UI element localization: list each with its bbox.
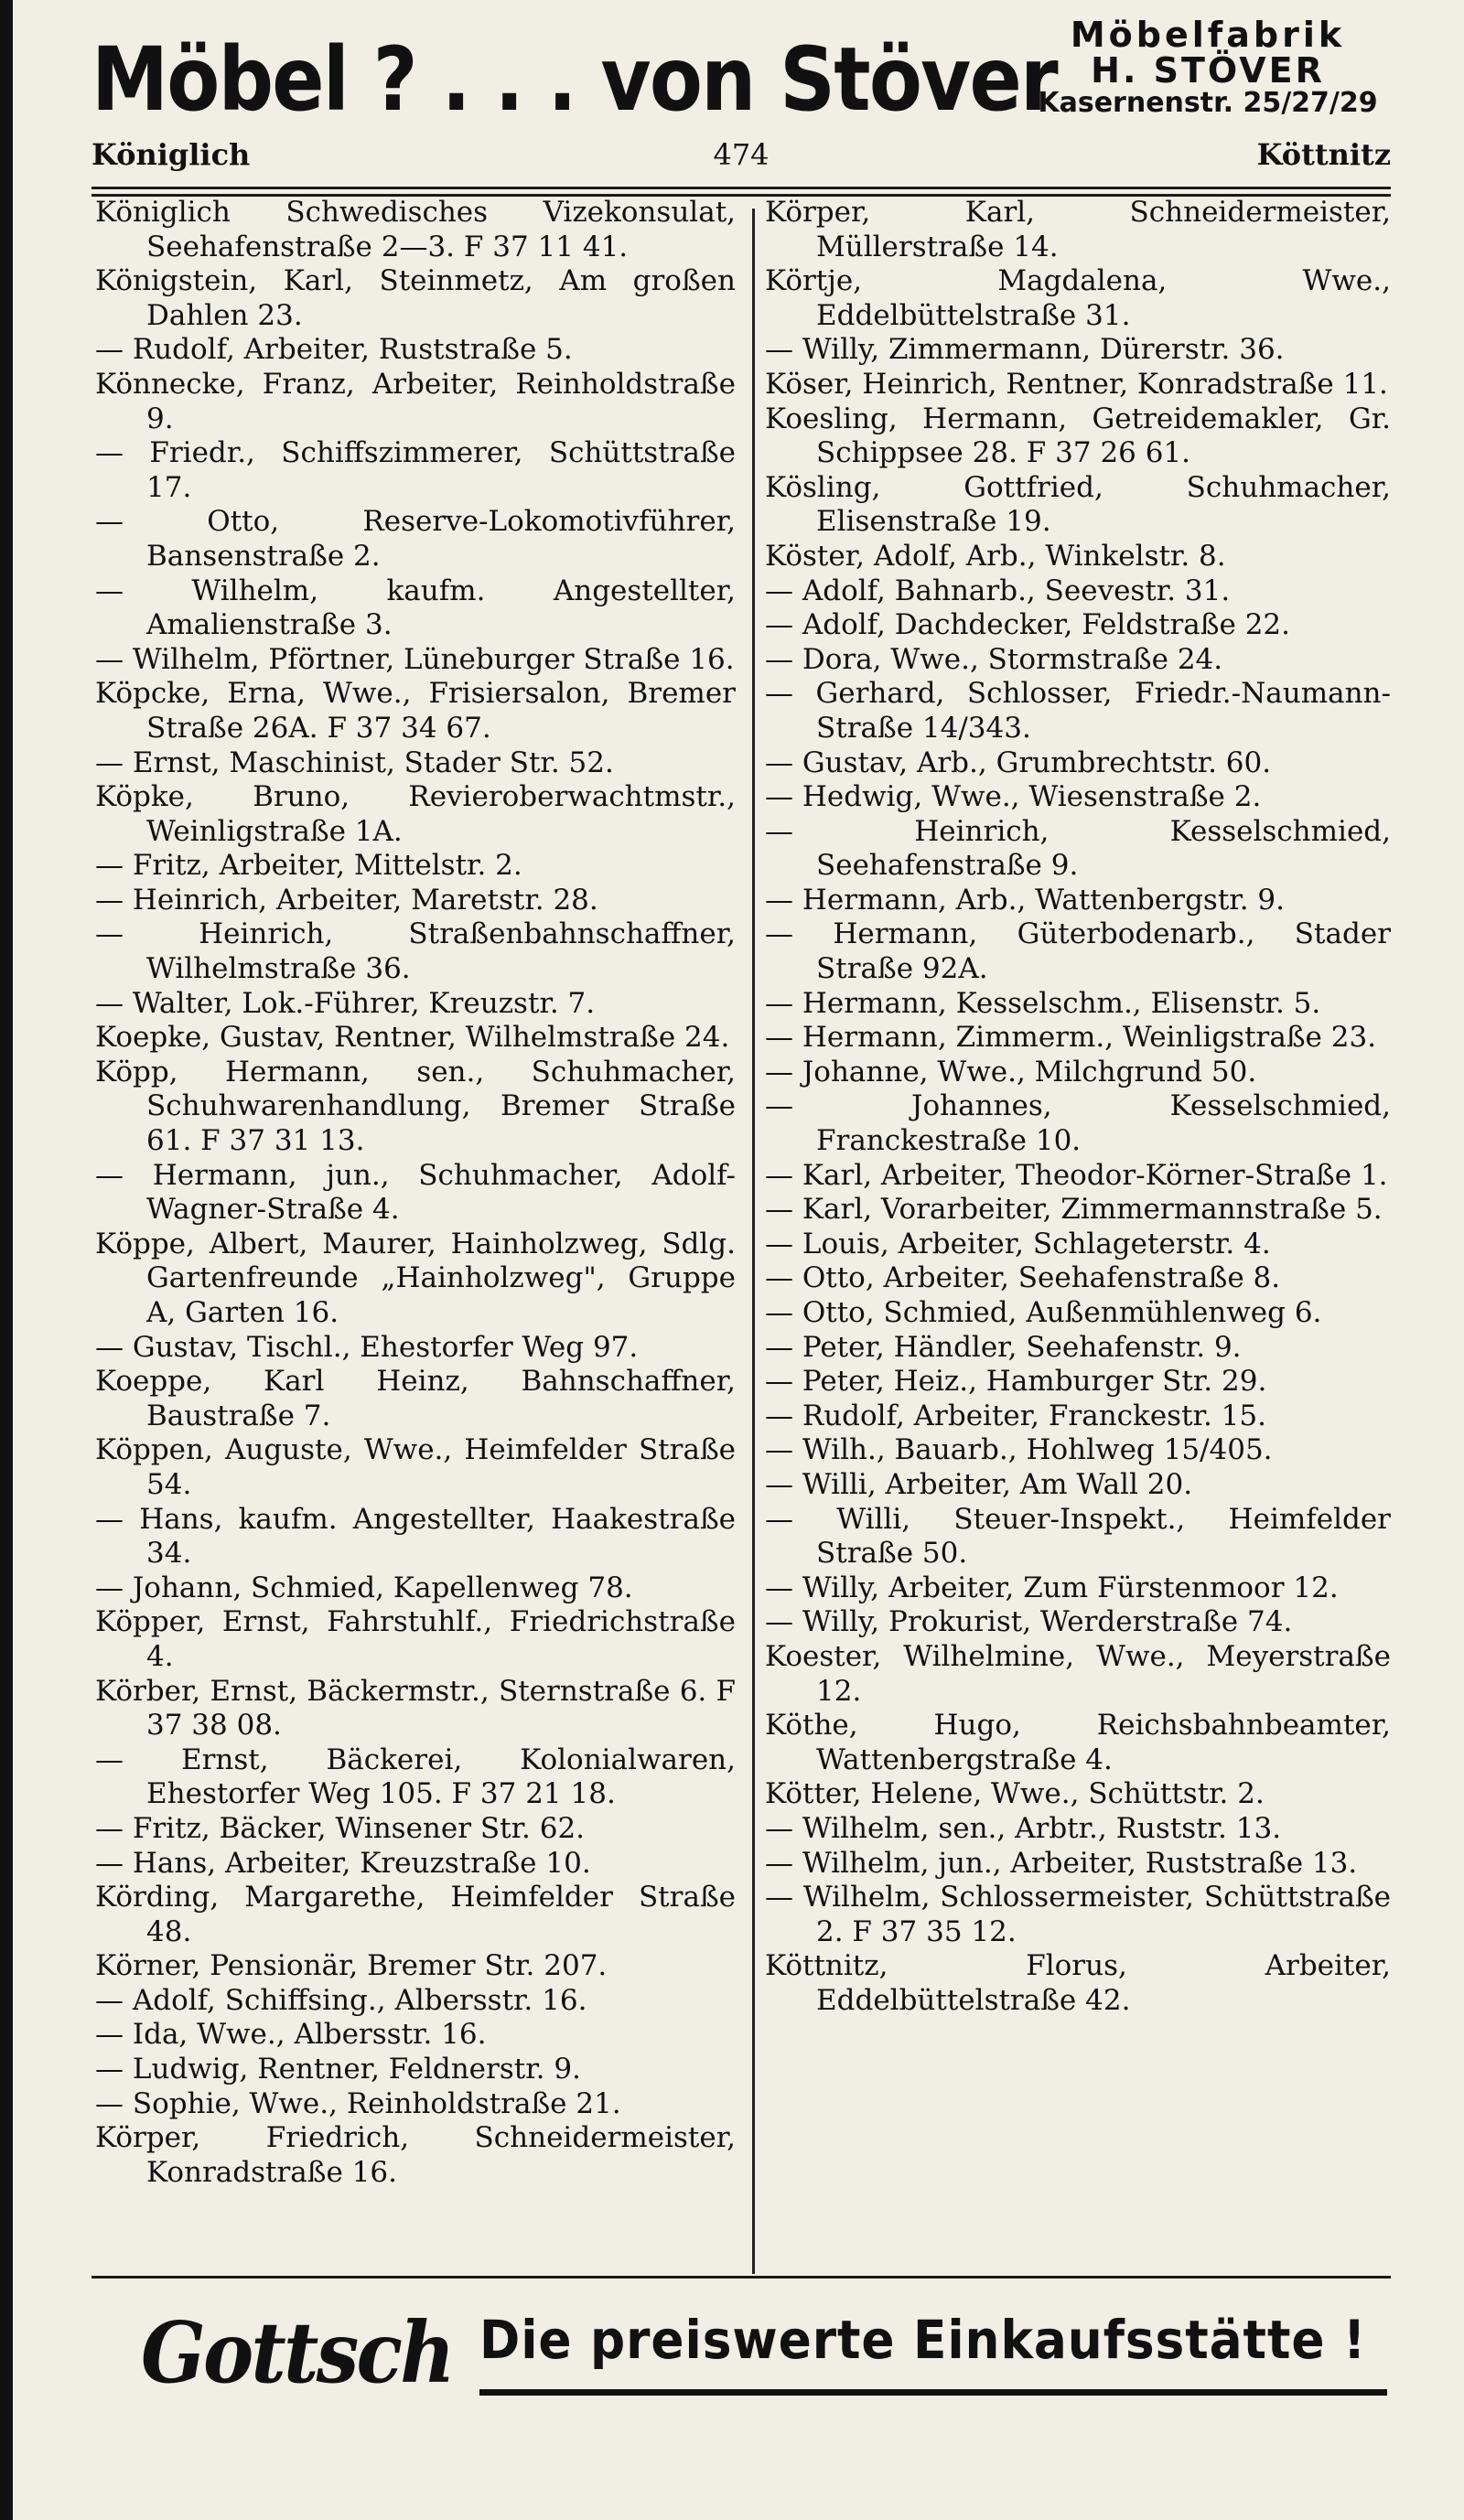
directory-entry: — Dora, Wwe., Stormstraße 24. — [765, 642, 1223, 676]
directory-entry: Köpper, Ernst, Fahrstuhlf., Friedrichstraße 4. — [95, 1605, 736, 1673]
directory-entry: — Hans, kaufm. Angestellter, Haakestraße 34. — [95, 1502, 736, 1571]
bottom-advertisement — [141, 2287, 1394, 2424]
directory-entry: — Louis, Arbeiter, Schlageterstr. 4. — [765, 1227, 1271, 1260]
footer-rule — [92, 2276, 1391, 2279]
directory-entry: Körper, Friedrich, Schneidermeister, Konradstraße 16. — [95, 2121, 736, 2189]
directory-entry: Körper, Karl, Schneidermeister, Müllerstraße 14. — [765, 196, 1391, 263]
directory-entry: — Gustav, Tischl., Ehestorfer Weg 97. — [95, 1330, 639, 1364]
directory-entry: — Ida, Wwe., Albersstr. 16. — [95, 2018, 487, 2052]
directory-entry: Köser, Heinrich, Rentner, Konradstraße 11. — [765, 367, 1388, 401]
running-head-right: Köttnitz — [1256, 137, 1391, 172]
directory-entry: — Gustav, Arb., Grumbrechtstr. 60. — [765, 745, 1272, 779]
directory-entry: — Hermann, Güterbodenarb., Stader Straße 92A. — [765, 917, 1391, 986]
directory-entry: Körding, Margarethe, Heimfelder Straße 48. — [95, 1881, 736, 1948]
directory-entry: Köttnitz, Florus, Arbeiter, Eddelbüttelstraße 42. — [765, 1949, 1391, 2017]
directory-entry: — Hermann, Kesselschm., Elisenstr. 5. — [765, 986, 1321, 1020]
directory-entry: — Willy, Arbeiter, Zum Fürstenmoor 12. — [765, 1571, 1339, 1604]
directory-entry: Königstein, Karl, Steinmetz, Am großen Dahlen 23. — [95, 264, 736, 332]
directory-entry: — Hans, Arbeiter, Kreuzstraße 10. — [95, 1846, 591, 1880]
directory-entry: — Willi, Arbeiter, Am Wall 20. — [765, 1467, 1193, 1501]
directory-entry: Köpke, Bruno, Revieroberwachtmstr., Weinligstraße 1A. — [95, 780, 736, 848]
directory-entry: — Peter, Händler, Seehafenstr. 9. — [765, 1330, 1242, 1364]
directory-entry: — Adolf, Bahnarb., Seevestr. 31. — [765, 574, 1231, 607]
directory-entry: Koester, Wilhelmine, Wwe., Meyerstraße 12. — [765, 1639, 1391, 1708]
directory-entry: Kösling, Gottfried, Schuhmacher, Elisenstraße 19. — [765, 470, 1391, 539]
directory-entry: Köster, Adolf, Arb., Winkelstr. 8. — [765, 539, 1226, 573]
directory-entry: — Sophie, Wwe., Reinholdstraße 21. — [95, 2086, 621, 2120]
directory-entry: — Peter, Heiz., Hamburger Str. 29. — [765, 1365, 1267, 1399]
advert-company-line2: H. STÖVER — [1091, 50, 1325, 91]
directory-entry: — Willy, Zimmermann, Dürerstr. 36. — [765, 333, 1285, 367]
directory-entry: — Hermann, Zimmerm., Weinligstraße 23. — [765, 1021, 1377, 1055]
directory-entry: — Willy, Prokurist, Werderstraße 74. — [765, 1605, 1293, 1639]
page-number: 474 — [713, 137, 770, 172]
advert-company-block — [1025, 16, 1391, 119]
directory-entry: — Wilhelm, Pförtner, Lüneburger Straße 16. — [95, 642, 735, 676]
directory-entry: Koesling, Hermann, Getreidemakler, Gr. Schippsee 28. F 37 26 61. — [765, 402, 1391, 470]
directory-entry: Köpp, Hermann, sen., Schuhmacher, Schuhwarenhandlung, Bremer Straße 61. F 37 31 13. — [95, 1055, 736, 1158]
directory-entry: — Hermann, jun., Schuhmacher, Adolf-Wagner-Straße 4. — [95, 1158, 736, 1227]
advert-headline: Möbel ? . . . von Stöver — [92, 28, 1057, 131]
directory-entry: — Wilhelm, sen., Arbtr., Ruststr. 13. — [765, 1811, 1282, 1845]
directory-entry: Köppen, Auguste, Wwe., Heimfelder Straße 54. — [95, 1433, 736, 1501]
directory-entry: — Walter, Lok.-Führer, Kreuzstr. 7. — [95, 986, 596, 1020]
directory-entry: — Karl, Vorarbeiter, Zimmermannstraße 5. — [765, 1193, 1383, 1227]
slogan-underline — [479, 2389, 1387, 2396]
directory-entry: — Wilh., Bauarb., Hohlweg 15/405. — [765, 1433, 1273, 1467]
directory-entry: Köthe, Hugo, Reichsbahnbeamter, Wattenbergstraße 4. — [765, 1709, 1391, 1776]
directory-entry: — Hedwig, Wwe., Wiesenstraße 2. — [765, 780, 1262, 814]
advert-company-line1: Möbelfabrik — [1070, 15, 1346, 55]
directory-entry: Koepke, Gustav, Rentner, Wilhelmstraße 24. — [95, 1021, 730, 1055]
right-column — [765, 196, 1391, 2018]
directory-entry: — Adolf, Dachdecker, Feldstraße 22. — [765, 608, 1290, 642]
directory-entry: — Otto, Schmied, Außenmühlenweg 6. — [765, 1296, 1322, 1329]
advert-logo: Gottsch — [141, 2303, 453, 2402]
directory-entry: Körtje, Magdalena, Wwe., Eddelbüttelstraße 31. — [765, 264, 1391, 332]
directory-entry: — Ernst, Bäckerei, Kolonialwaren, Ehestorfer Weg 105. F 37 21 18. — [95, 1743, 736, 1811]
advert-company-line3: Kasernenstr. 25/27/29 — [1038, 87, 1378, 119]
directory-entry: — Gerhard, Schlosser, Friedr.-Naumann-Straße 14/343. — [765, 677, 1391, 745]
directory-entry: — Heinrich, Arbeiter, Maretstr. 28. — [95, 883, 598, 917]
directory-entry: Köppe, Albert, Maurer, Hainholzweg, Sdlg. Gartenfreunde „Hainholzweg", Gruppe A, Garten 16. — [95, 1227, 736, 1329]
running-head — [92, 137, 1391, 183]
directory-entry: Könnecke, Franz, Arbeiter, Reinholdstraße 9. — [95, 367, 736, 435]
directory-entry: — Johanne, Wwe., Milchgrund 50. — [765, 1055, 1257, 1088]
directory-entry: Königlich Schwedisches Vizekonsulat, Seehafenstraße 2—3. F 37 11 41. — [95, 196, 736, 263]
directory-entry: — Adolf, Schiffsing., Albersstr. 16. — [95, 1983, 587, 2017]
running-head-left: Königlich — [92, 137, 251, 172]
directory-entry: — Ernst, Maschinist, Stader Str. 52. — [95, 745, 614, 779]
directory-entry: — Wilhelm, jun., Arbeiter, Ruststraße 13. — [765, 1846, 1358, 1880]
directory-entry: — Fritz, Bäcker, Winsener Str. 62. — [95, 1811, 586, 1845]
advert-slogan: Die preiswerte Einkaufsstätte ! — [479, 2309, 1367, 2371]
directory-entry: Koeppe, Karl Heinz, Bahnschaffner, Baustraße 7. — [95, 1365, 736, 1432]
directory-entry: Körner, Pensionär, Bremer Str. 207. — [95, 1949, 608, 1983]
directory-entry: — Karl, Arbeiter, Theodor-Körner-Straße 1. — [765, 1158, 1388, 1192]
top-advertisement — [92, 16, 1391, 135]
directory-entry: Kötter, Helene, Wwe., Schüttstr. 2. — [765, 1777, 1265, 1811]
directory-entry: — Ludwig, Rentner, Feldnerstr. 9. — [95, 2053, 581, 2086]
directory-entry: — Rudolf, Arbeiter, Ruststraße 5. — [95, 333, 573, 367]
directory-entry: — Friedr., Schiffszimmerer, Schüttstraße 17. — [95, 436, 736, 504]
directory-entry: — Johann, Schmied, Kapellenweg 78. — [95, 1571, 633, 1604]
directory-entry: — Johannes, Kesselschmied, Franckestraße 10. — [765, 1089, 1391, 1158]
directory-entry: — Rudolf, Arbeiter, Franckestr. 15. — [765, 1399, 1266, 1432]
directory-entry: — Willi, Steuer-Inspekt., Heimfelder Straße 50. — [765, 1502, 1391, 1571]
directory-entry: — Heinrich, Straßenbahnschaffner, Wilhelmstraße 36. — [95, 917, 736, 986]
directory-entry: — Wilhelm, kaufm. Angestellter, Amalienstraße 3. — [95, 574, 736, 642]
directory-entry: — Otto, Reserve-Lokomotivführer, Bansenstraße 2. — [95, 505, 736, 573]
directory-entry: — Heinrich, Kesselschmied, Seehafenstraße 9. — [765, 814, 1391, 883]
left-column — [95, 196, 736, 2190]
directory-entry: — Fritz, Arbeiter, Mittelstr. 2. — [95, 849, 522, 883]
directory-page — [13, 0, 1464, 2520]
directory-entry: Köpcke, Erna, Wwe., Frisiersalon, Bremer Straße 26A. F 37 34 67. — [95, 677, 736, 745]
directory-entry: Körber, Ernst, Bäckermstr., Sternstraße 6. F 37 38 08. — [95, 1674, 736, 1743]
directory-entry: — Hermann, Arb., Wattenbergstr. 9. — [765, 883, 1285, 917]
directory-entry: — Otto, Arbeiter, Seehafenstraße 8. — [765, 1261, 1281, 1295]
directory-entry: — Wilhelm, Schlossermeister, Schüttstraße 2. F 37 35 12. — [765, 1881, 1391, 1948]
header-rule-top — [92, 187, 1391, 189]
column-divider — [752, 209, 755, 2274]
